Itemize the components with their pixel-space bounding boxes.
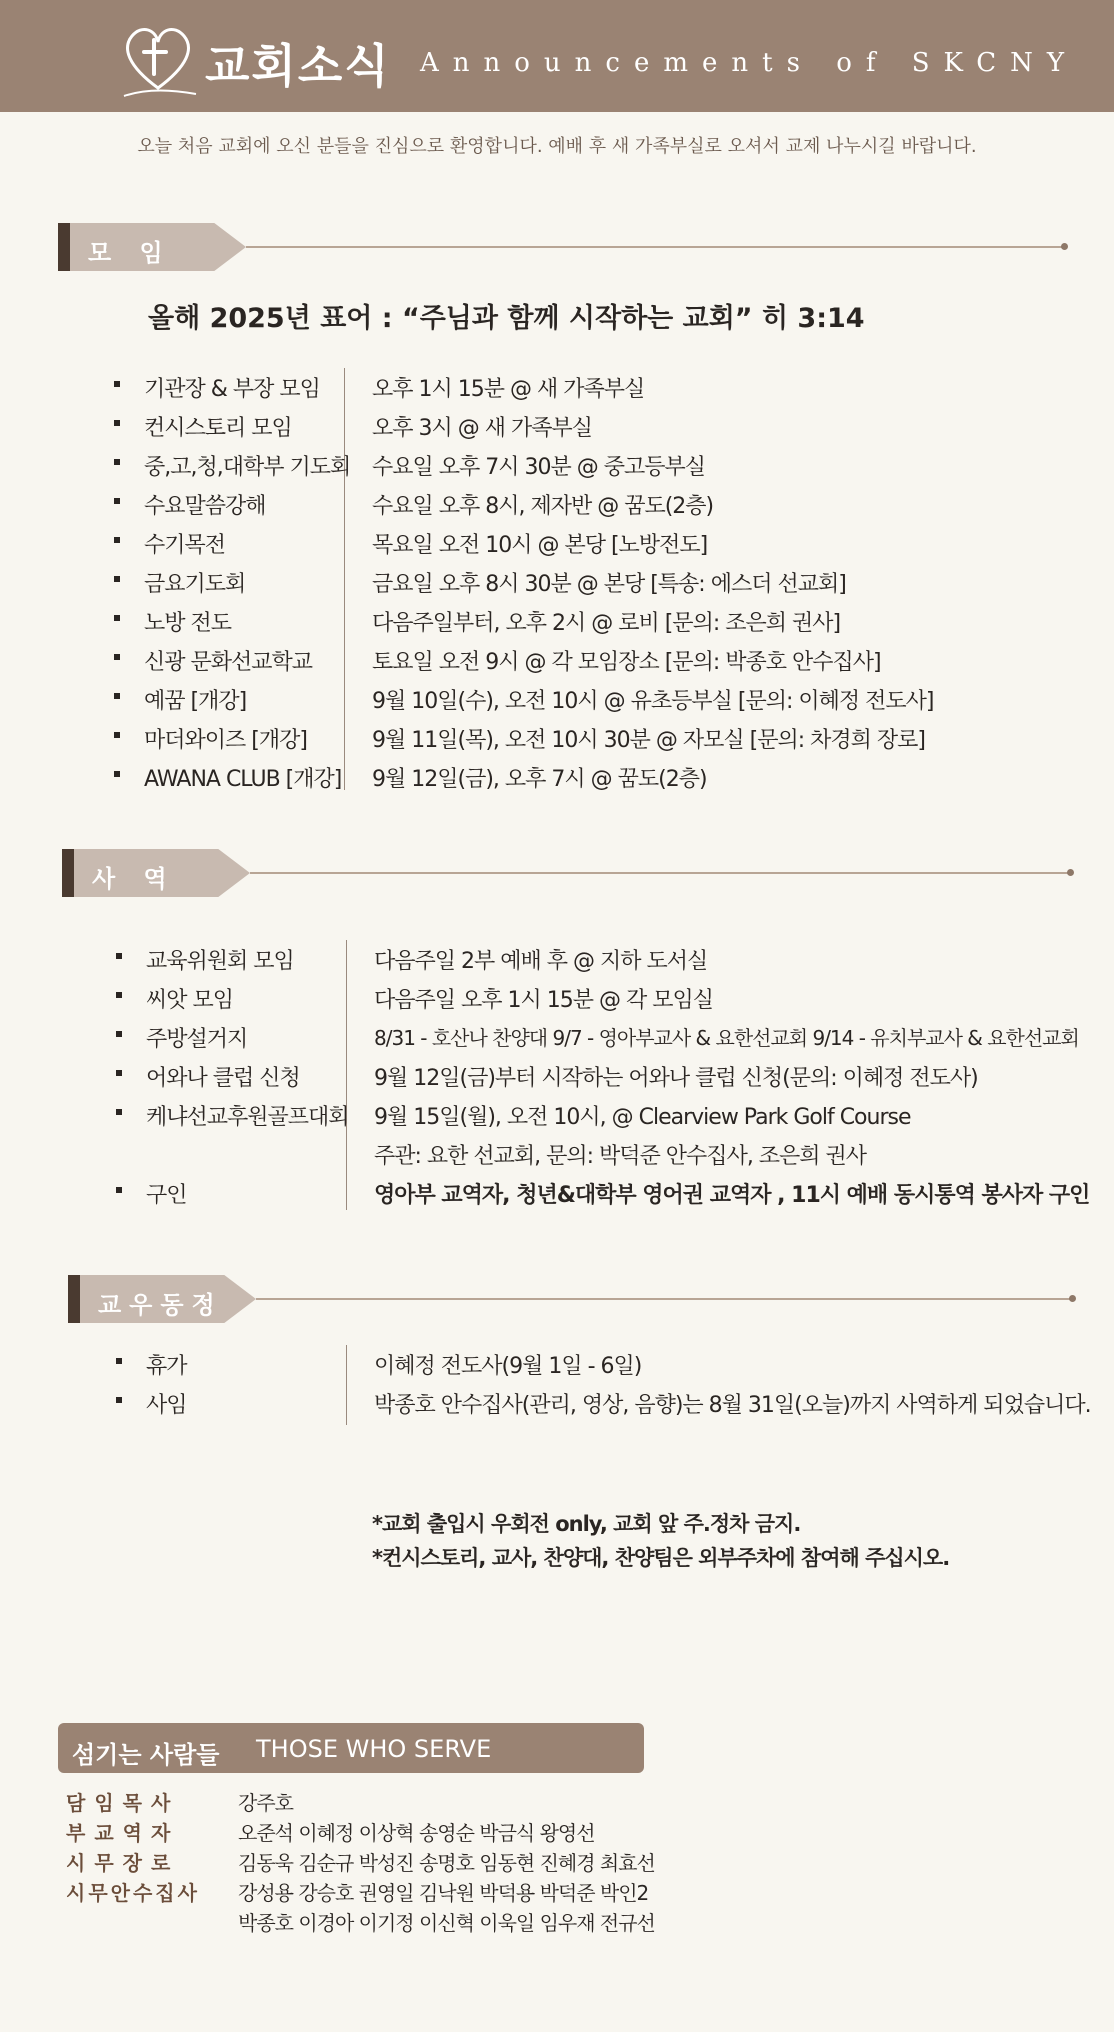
section-divider-dot (1067, 869, 1074, 876)
year-motto: 올해 2025년 표어 : “주님과 함께 시작하는 교회” 히 3:14 (148, 303, 865, 334)
section-bar (68, 1275, 80, 1323)
staff-role: 부교역자 (66, 1821, 180, 1845)
staff-names: 오준석 이혜정 이상혁 송영순 박금식 왕영선 (238, 1821, 595, 1845)
bullet (116, 1397, 122, 1403)
item-detail: 금요일 오후 8시 30분 @ 본당 [특송: 에스더 선교회] (372, 572, 846, 597)
item-name: 금요기도회 (144, 572, 246, 597)
bullet (114, 615, 120, 621)
section-bar (58, 223, 70, 271)
staff-role: 담임목사 (66, 1791, 180, 1815)
serve-header (58, 1723, 644, 1773)
item-name: 교육위원회 모임 (146, 949, 294, 974)
item-name: 노방 전도 (144, 611, 232, 636)
bullet (116, 1031, 122, 1037)
welcome-message: 오늘 처음 교회에 오신 분들을 진심으로 환영합니다. 예배 후 새 가족부실로 오셔서 교제 나누시길 바랍니다. (137, 136, 977, 157)
staff-names: 박종호 이경아 이기정 이신혁 이욱일 임우재 전규선 (238, 1911, 655, 1935)
item-detail: 토요일 오전 9시 @ 각 모임장소 [문의: 박종호 안수집사] (372, 650, 881, 675)
section-header-members (68, 1275, 1078, 1323)
bullet (114, 537, 120, 543)
item-name: AWANA CLUB [개강] (144, 767, 342, 792)
bullet (116, 1070, 122, 1076)
item-name: 구인 (146, 1183, 187, 1208)
section-divider-dot (1061, 243, 1068, 250)
item-detail: 주관: 요한 선교회, 문의: 박덕준 안수집사, 조은희 권사 (374, 1144, 867, 1169)
bullet (116, 992, 122, 998)
section-header-ministry (62, 849, 1074, 897)
section-divider (250, 872, 1068, 874)
item-detail: 다음주일 오후 1시 15분 @ 각 모임실 (374, 988, 713, 1013)
bullet (114, 498, 120, 504)
staff-role: 시무안수집사 (66, 1881, 200, 1905)
bullet (114, 732, 120, 738)
item-detail: 박종호 안수집사(관리, 영상, 음향)는 8월 31일(오늘)까지 사역하게 되었습니다. (374, 1393, 1091, 1418)
bullet (116, 1358, 122, 1364)
column-divider (344, 368, 345, 790)
item-detail: 오후 1시 15분 @ 새 가족부실 (372, 377, 645, 402)
section-label: 사 역 (92, 865, 177, 893)
item-name: 마더와이즈 [개강] (144, 728, 307, 753)
section-label: 모 임 (88, 239, 173, 267)
item-name: 사임 (146, 1393, 187, 1418)
bullet (114, 459, 120, 465)
bullet (114, 693, 120, 699)
item-detail: 다음주일부터, 오후 2시 @ 로비 [문의: 조은희 권사] (372, 611, 841, 636)
section-divider-dot (1069, 1295, 1076, 1302)
item-name: 어와나 클럽 신청 (146, 1066, 300, 1091)
item-name: 기관장 & 부장 모임 (144, 377, 320, 402)
item-name: 수기목전 (144, 533, 226, 558)
column-divider (346, 940, 347, 1210)
item-detail: 9월 15일(월), 오전 10시, @ Clearview Park Golf Course (374, 1105, 911, 1130)
bullet (116, 1109, 122, 1115)
bullet (116, 953, 122, 959)
staff-role: 시무장로 (66, 1851, 180, 1875)
item-detail: 수요일 오후 7시 30분 @ 중고등부실 (372, 455, 705, 480)
item-name: 씨앗 모임 (146, 988, 234, 1013)
page-title: 교회소식 (205, 39, 391, 93)
section-divider (246, 246, 1062, 248)
note-line: *교회 출입시 우회전 only, 교회 앞 주.정차 금지. (372, 1512, 801, 1536)
bullet (114, 771, 120, 777)
section-label: 교우동정 (98, 1291, 223, 1319)
item-detail: 9월 11일(목), 오전 10시 30분 @ 자모실 [문의: 차경희 장로] (372, 728, 925, 753)
staff-names: 강성용 강승호 권영일 김낙원 박덕용 박덕준 박인2 (238, 1881, 649, 1905)
bullet (114, 381, 120, 387)
item-detail: 오후 3시 @ 새 가족부실 (372, 416, 592, 441)
bullet (114, 420, 120, 426)
item-detail: 목요일 오전 10시 @ 본당 [노방전도] (372, 533, 708, 558)
item-name: 중,고,청,대학부 기도회 (144, 455, 351, 480)
staff-names: 강주호 (238, 1791, 293, 1815)
bullet (116, 1187, 122, 1193)
serve-title: 섬기는 사람들 (72, 1741, 220, 1769)
column-divider (346, 1345, 347, 1425)
item-name: 신광 문화선교학교 (144, 650, 313, 675)
item-detail: 9월 10일(수), 오전 10시 @ 유초등부실 [문의: 이혜정 전도사] (372, 689, 934, 714)
item-detail: 이혜정 전도사(9월 1일 - 6일) (374, 1354, 642, 1379)
page-subtitle: Announcements of SKCNY (420, 48, 1079, 78)
item-detail: 9월 12일(금)부터 시작하는 어와나 클럽 신청(문의: 이혜정 전도사) (374, 1066, 978, 1091)
section-bar (62, 849, 74, 897)
item-detail: 8/31 - 호산나 찬양대 9/7 - 영아부교사 & 요한선교회 9/14 - 유치부교사 & 요한선교회 (374, 1026, 1079, 1050)
item-name: 수요말씀강해 (144, 494, 266, 519)
parking-notes (372, 1507, 949, 1575)
section-header-meetings (58, 223, 1068, 271)
item-detail: 9월 12일(금), 오후 7시 @ 꿈도(2층) (372, 767, 707, 792)
item-name: 컨시스토리 모임 (144, 416, 292, 441)
serve-title-en: THOSE WHO SERVE (256, 1735, 492, 1763)
item-name: 휴가 (146, 1354, 187, 1379)
item-name: 케냐선교후원골프대회 (146, 1105, 349, 1130)
note-line: *컨시스토리, 교사, 찬양대, 찬양팀은 외부주차에 참여해 주십시오. (372, 1546, 950, 1570)
staff-names: 김동욱 김순규 박성진 송명호 임동현 진혜경 최효선 (238, 1851, 655, 1875)
section-divider (256, 1298, 1070, 1300)
item-detail: 다음주일 2부 예배 후 @ 지하 도서실 (374, 949, 708, 974)
item-detail: 영아부 교역자, 청년&대학부 영어권 교역자 , 11시 예배 동시통역 봉사자 구인 (374, 1183, 1090, 1208)
bullet (114, 576, 120, 582)
item-name: 예꿈 [개강] (144, 689, 247, 714)
item-detail: 수요일 오후 8시, 제자반 @ 꿈도(2층) (372, 494, 714, 519)
bullet (114, 654, 120, 660)
header-banner (0, 0, 1114, 112)
heart-cross-logo-icon (118, 18, 198, 102)
item-name: 주방설거지 (146, 1027, 248, 1052)
